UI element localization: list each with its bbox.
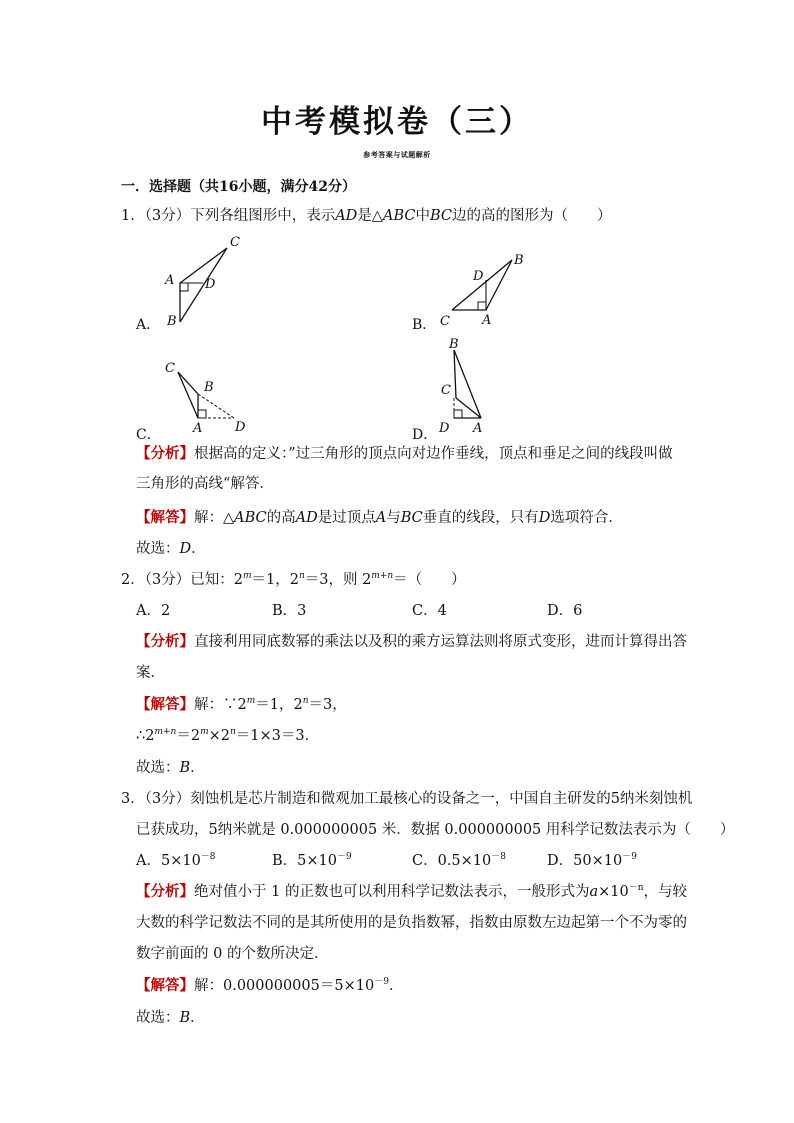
figure-b-label-c: C [440,314,450,329]
figure-c-label-b: B [204,380,214,395]
figure-b-label-b: B [514,253,524,268]
figure-c-label-d: D [235,420,246,435]
q3-analysis-line1: 【分析】绝对值小于 1 的正数也可以利用科学记数法表示，一般形式为$a\times 10^{-n}$，与较 [136,883,688,900]
question-2-stem: 2．（3分）已知：$2^m=1$，$2^n=3$，则 $2^{m+n}=$（ ） [121,571,466,588]
q3-analysis-line2: 大数的科学记数法不同的是其所使用的是负指数幂，指数由原数左边起第一个不为零的 [136,915,687,931]
figure-a-label-b: B [167,314,177,329]
q3-option-c: C．$0.5\times 10^{-8}$ [412,852,506,869]
figure-c-label-c: C [165,361,175,376]
answer-tag: 【解答】 [136,696,194,713]
q2-analysis-line2: 案． [136,665,165,681]
page-title: 中考模拟卷（三） [261,104,533,140]
q2-choice: 故选：B． [136,760,205,776]
q2-option-d: D．6 [547,603,583,619]
figure-a-label-c: C [230,235,240,250]
q2-option-b: B．3 [272,603,307,619]
q3-choice: 故选：B． [136,1010,205,1026]
q2-option-a: A．2 [136,603,171,619]
q3-analysis-line3: 数字前面的 0 的个数所决定． [136,946,329,962]
q1-analysis-line2: 三角形的高线“解答． [136,476,274,492]
question-1-stem: 1．（3分）下列各组图形中，表示AD是△ABC中BC边的高的图形为（ ） [121,208,612,224]
q1-analysis-line1: 【分析】根据高的定义：”过三角形的顶点向对边作垂线，顶点和垂足之间的线段叫做 [136,445,673,462]
q3-option-a: A．$5\times 10^{-8}$ [136,852,216,869]
option-b-label: B． [412,317,437,333]
option-a-label: A． [136,317,161,333]
figure-c-label-a: A [193,421,203,436]
analysis-tag: 【分析】 [136,883,194,900]
option-c-label: C． [136,427,161,443]
q2-option-c: C．4 [412,603,447,619]
q3-option-b: B．$5\times 10^{-9}$ [272,852,352,869]
figure-a-label-d: D [205,277,216,292]
answer-tag: 【解答】 [136,977,194,994]
q2-answer-line1: 【解答】解：$\because 2^m=1$，$2^n=3$， [136,696,347,713]
q3-option-d: D．$50\times 10^{-9}$ [547,852,637,869]
figure-d-label-a: A [473,421,483,436]
q3-answer: 【解答】解：$0.000000005=5\times 10^{-9}$． [136,977,404,994]
answer-tag: 【解答】 [136,509,194,526]
figure-b [436,248,546,333]
analysis-tag: 【分析】 [136,633,194,650]
q2-analysis-line1: 【分析】直接利用同底数幂的乘法以及积的乘方运算法则将原式变形，进而计算得出答 [136,633,687,650]
figure-d-label-c: C [441,383,451,398]
figure-d-label-b: B [449,337,459,352]
q1-answer: 【解答】解：△ABC的高AD是过顶点A与BC垂直的线段，只有D选项符合． [136,509,623,526]
figure-d-label-d: D [439,421,450,436]
figure-a [158,232,268,332]
question-3-stem-line1: 3．（3分）刻蚀机是芯片制造和微观加工最核心的设备之一，中国自主研发的5纳米刻蚀机 [121,791,693,807]
figure-b-label-a: A [482,313,492,328]
figure-d [436,334,516,438]
option-d-label: D． [412,427,438,443]
figure-a-label-a: A [165,273,175,288]
page-subtitle: 参考答案与试题解析 [363,150,431,159]
section-heading: 一．选择题（共16小题，满分42分） [121,179,356,195]
figure-c [160,356,260,440]
q2-answer-line2: $\therefore 2^{m+n}=2^m\times 2^n=1\times 3=3$． [136,727,320,744]
question-3-stem-line2: 已获成功，5纳米就是 0.000000005 米．数据 0.000000005 用科学记数法表示为（ ） [136,822,735,838]
q1-choice: 故选：D． [136,541,206,557]
analysis-tag: 【分析】 [136,445,194,462]
figure-b-label-d: D [473,269,484,284]
